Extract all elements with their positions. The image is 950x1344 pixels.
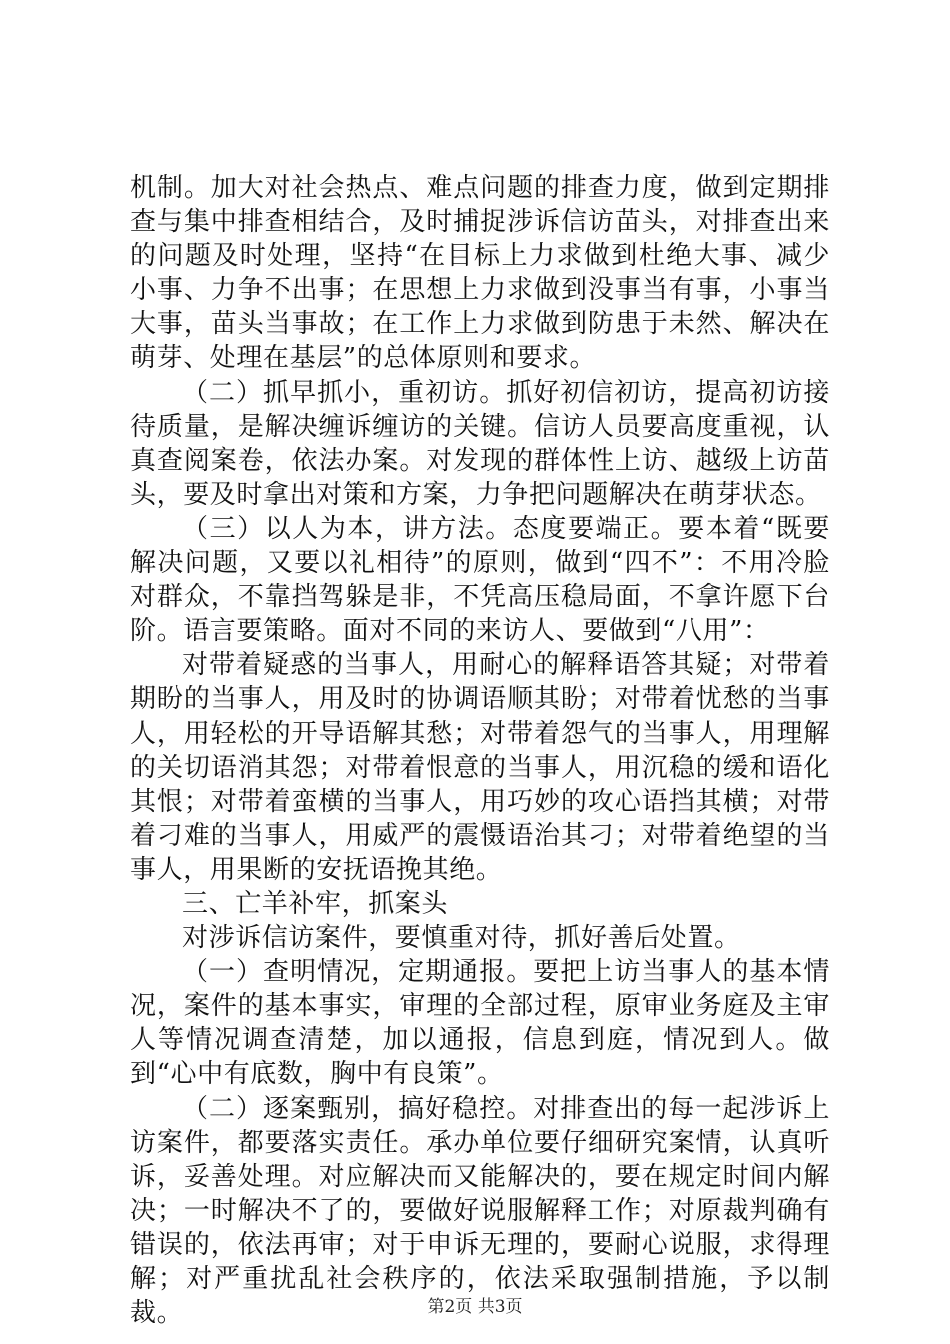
paragraph-8: （二）逐案甄别，搞好稳控。对排查出的每一起涉诉上访案件，都要落实责任。承办单位要仔细研究案情，认真听诉，妥善处理。对应解决而又能解决的，要在规定时间内解决；一时解决不了的，要做好说服解释工作；对原裁判确有错误的，依法再审；对于申诉无理的，要耐心说服，求得理解；对严重扰乱社会秩序的，依法采取强制措施，予以制裁。 xyxy=(130,1093,830,1329)
paragraph-6: 对涉诉信访案件，要慎重对待，抓好善后处置。 xyxy=(182,923,741,954)
paragraph-7: （一）查明情况，定期通报。要把上访当事人的基本情况，案件的基本事实，审理的全部过程，原审业务庭及主审人等情况调查清楚，加以通报，信息到庭，情况到人。做到“心中有底数，胸中有良策”。 xyxy=(130,957,830,1090)
section-heading: 三、亡羊补牢，抓案头 xyxy=(182,888,449,919)
page-number-footer: 第2页 共3页 xyxy=(427,1297,523,1317)
paragraph-4: 对带着疑惑的当事人，用耐心的解释语答其疑；对带着期盼的当事人，用及时的协调语顺其盼；对带着忧愁的当事人，用轻松的开导语解其愁；对带着怨气的当事人，用理解的关切语消其怨；对带着恨意的当事人，用沉稳的缓和语化其恨；对带着蛮横的当事人，用巧妙的攻心语挡其横；对带着刁难的当事人，用威严的震慑语治其刁；对带着绝望的当事人，用果断的安抚语挽其绝。 xyxy=(130,650,830,885)
document-body xyxy=(130,171,830,1330)
paragraph-1: 机制。加大对社会热点、难点问题的排查力度，做到定期排查与集中排查相结合，及时捕捉涉诉信访苗头，对排查出来的问题及时处理，坚持“在目标上力求做到杜绝大事、减少小事、力争不出事；在思想上力求做到没事当有事，小事当大事，苗头当事故；在工作上力求做到防患于未然、解决在萌芽、处理在基层”的总体原则和要求。 xyxy=(130,173,830,374)
paragraph-3: （三）以人为本，讲方法。态度要端正。要本着“既要解决问题，又要以礼相待”的原则，做到“四不”：不用冷脸对群众，不靠挡驾躲是非，不凭高压稳局面，不拿许愿下台阶。语言要策略。面对不同的来访人、要做到“八用”： xyxy=(130,513,830,647)
paragraph-2: （二）抓早抓小，重初访。抓好初信初访，提高初访接待质量，是解决缠诉缠访的关键。信访人员要高度重视，认真查阅案卷，依法办案。对发现的群体性上访、越级上访苗头，要及时拿出对策和方案，力争把问题解决在萌芽状态。 xyxy=(130,377,830,510)
